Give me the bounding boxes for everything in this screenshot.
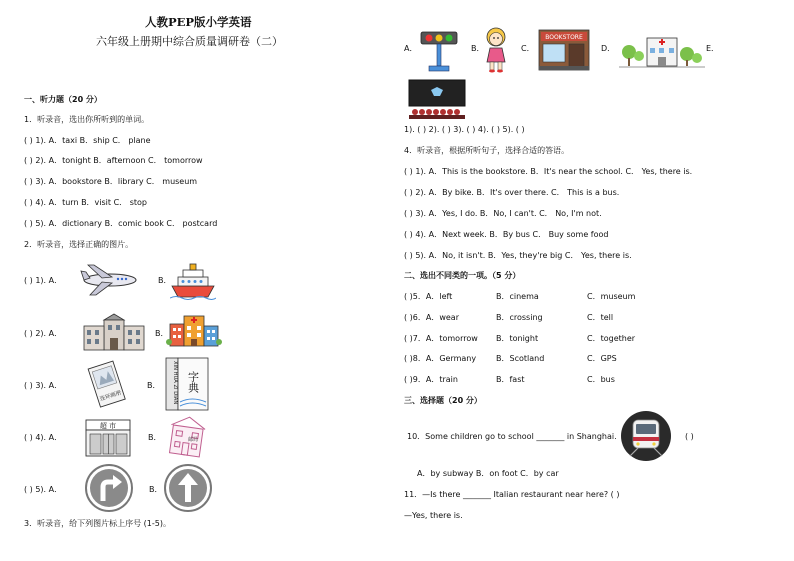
q2-row3-prefix: ( ) 3). A．: [24, 381, 63, 390]
section1-heading: 一、听力题（20 分）: [24, 95, 102, 104]
q3-instruction: 3．听录音，给下列图片标上序号 (1-5)。: [24, 519, 171, 528]
q10-answer-paren: ( ): [685, 432, 694, 441]
airplane-picture: [80, 263, 140, 297]
q2-row1-prefix: ( ) 1). A．: [24, 276, 63, 285]
q1-item-2: ( ) 2). A．tonight B．afternoon C． tomorrow: [24, 156, 203, 165]
q11-answer: —Yes, there is.: [404, 511, 463, 520]
s2-item-7-b: B．tonight: [496, 334, 539, 343]
page-subtitle: 六年级上册期中综合质量调研卷（二）: [96, 35, 283, 48]
traffic-light-picture: [417, 28, 461, 74]
comic-book-picture: [84, 358, 130, 412]
q3-label-a: A．: [404, 44, 418, 53]
q1-item-4: ( ) 4). A．turn B．visit C． stop: [24, 198, 147, 207]
hospital-picture: [166, 312, 222, 348]
q1-item-3: ( ) 3). A．bookstore B．library C． museum: [24, 177, 198, 186]
turn-right-sign-picture: [84, 463, 134, 513]
building-picture: [82, 312, 146, 352]
q10-options: A．by subway B．on foot C．by car: [417, 469, 559, 478]
s2-item-6-b: B．crossing: [496, 313, 543, 322]
q2-row1-b: B．: [158, 276, 172, 285]
q2-row2-prefix: ( ) 2). A．: [24, 329, 63, 338]
bookstore-sign: BOOKSTORE: [545, 34, 583, 41]
dictionary-spine-label: XIN HUA ZI DIAN: [172, 361, 178, 405]
comic-book-label: 连环画册: [99, 390, 123, 403]
s2-item-5-b: B．cinema: [496, 292, 539, 301]
q1-instruction: 1．听录音，选出你所听到的单词。: [24, 115, 150, 124]
q3-label-e: E．: [706, 44, 720, 53]
section2-heading: 二、选出不同类的一项。（5 分）: [404, 271, 521, 280]
bookstore-picture: [537, 28, 591, 72]
q2-row5-b: B．: [149, 485, 163, 494]
supermarket-label: 超 市: [99, 422, 117, 430]
q3-label-d: D．: [601, 44, 616, 53]
q3-label-b: B．: [471, 44, 485, 53]
q1-item-5: ( ) 5). A．dictionary B．comic book C． postcard: [24, 219, 218, 228]
q4-instruction: 4．听录音，根据所听句子，选择合适的答语。: [404, 146, 570, 155]
s2-item-5-a: ( )5．A．left: [404, 292, 453, 301]
dictionary-label: 字典: [186, 371, 200, 393]
q4-item-4: ( ) 4). A．Next week. B．By bus C． Buy some food: [404, 230, 609, 239]
s2-item-8-b: B．Scotland: [496, 354, 545, 363]
s2-item-9-a: ( )9．A．train: [404, 375, 458, 384]
subway-train-picture: [620, 410, 672, 462]
girl-picture: [481, 24, 511, 74]
ship-picture: [170, 262, 216, 300]
q4-item-5: ( ) 5). A．No, it isn't. B．Yes, they're big C． Yes, there is.: [404, 251, 632, 260]
go-straight-sign-picture: [163, 463, 213, 513]
q4-item-3: ( ) 3). A．Yes, I do. B．No, I can't. C． No, I'm not.: [404, 209, 602, 218]
q2-row5-prefix: ( ) 5). A．: [24, 485, 63, 494]
q3-label-c: C．: [521, 44, 535, 53]
s2-item-8-c: C．GPS: [587, 354, 617, 363]
q4-item-2: ( ) 2). A．By bike. B．It's over there. C． This is a bus.: [404, 188, 620, 197]
s2-item-8-a: ( )8．A．Germany: [404, 354, 477, 363]
dictionary-picture: [164, 356, 210, 412]
s2-item-9-c: C．bus: [587, 375, 615, 384]
post-office-picture: [164, 413, 210, 459]
page-title: 人教PEP版小学英语: [145, 15, 252, 29]
q4-item-1: ( ) 1). A．This is the bookstore. B．It's near the school. C． Yes, there is.: [404, 167, 693, 176]
q10-text: 10．Some children go to school _______ in Shanghai.: [407, 432, 617, 441]
s2-item-6-c: C．tell: [587, 313, 614, 322]
q2-row4-b: B．: [148, 433, 162, 442]
cinema-screen-picture: [407, 78, 467, 120]
q2-row3-b: B．: [147, 381, 161, 390]
post-office-label: 邮局: [188, 437, 199, 443]
q11-text: 11．—Is there _______ Italian restaurant near here? ( ): [404, 490, 620, 499]
q1-item-1: ( ) 1). A．taxi B．ship C． plane: [24, 136, 151, 145]
q2-row2-b: B．: [155, 329, 169, 338]
s2-item-6-a: ( )6．A．wear: [404, 313, 460, 322]
q2-row4-prefix: ( ) 4). A．: [24, 433, 63, 442]
q3-answers: 1). ( ) 2). ( ) 3). ( ) 4). ( ) 5). ( ): [404, 125, 525, 134]
s2-item-7-c: C．together: [587, 334, 636, 343]
q2-instruction: 2．听录音，选择正确的图片。: [24, 240, 134, 249]
right-column: [397, 0, 794, 561]
s2-item-9-b: B．fast: [496, 375, 525, 384]
hospital-trees-picture: [619, 30, 705, 70]
section3-heading: 三、选择题（20 分）: [404, 396, 482, 405]
s2-item-5-c: C．museum: [587, 292, 636, 301]
supermarket-picture: [84, 418, 132, 458]
s2-item-7-a: ( )7．A．tomorrow: [404, 334, 478, 343]
